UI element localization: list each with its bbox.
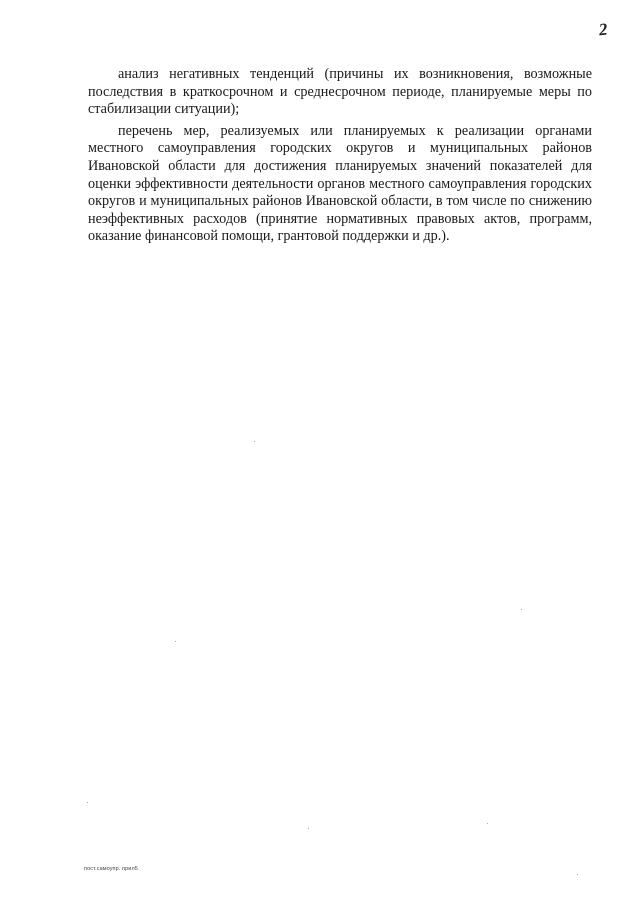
scan-speck (577, 874, 578, 875)
paragraph-measures-list: перечень мер, реализуемых или планируемых к реализации органами местного самоуправления городских округов и муниципальных районов Ивановской области для достижения планируемых значений показателей для оценки эффективности деятельности органов местного самоуправления городских округов и муниципальных районов Ивановской области, в том числе по снижению неэффективных расходов (принятие нормативных правовых актов, программ, оказание финансовой помощи, грантовой поддержки и др.). (88, 122, 592, 245)
file-path-footer: пост.самоупр. прил5 (84, 866, 138, 872)
scan-speck (308, 828, 309, 829)
scan-speck (87, 802, 88, 803)
scan-speck (487, 823, 488, 824)
scan-speck (175, 641, 176, 642)
scan-speck (521, 609, 522, 610)
scan-speck (254, 441, 255, 442)
page-number: 2 (597, 19, 609, 40)
document-body (88, 66, 592, 250)
paragraph-negative-trends-analysis: анализ негативных тенденций (причины их возникновения, возможные последствия в краткосрочном и среднесрочном периоде, планируемые меры по стабилизации ситуации); (88, 66, 592, 118)
